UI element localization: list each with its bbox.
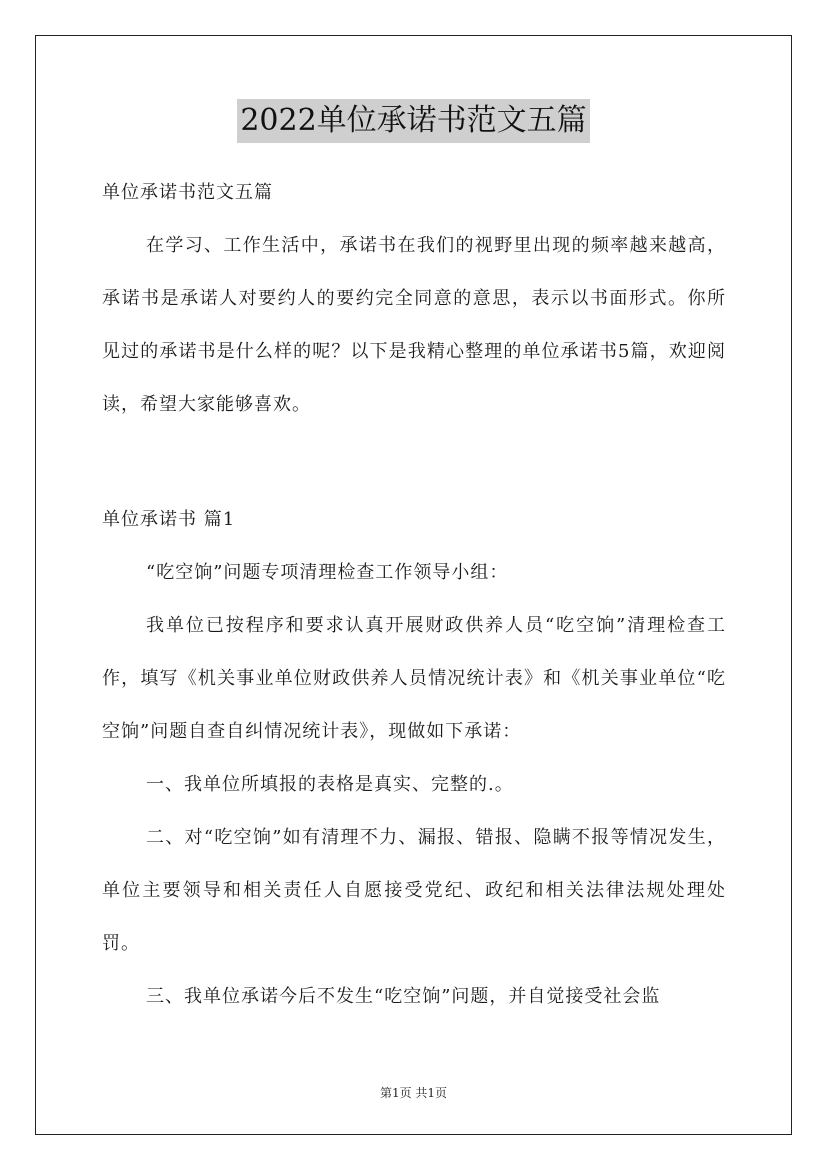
- title-block: [0, 99, 827, 143]
- commitment-paragraph: 我单位已按程序和要求认真开展财政供养人员“吃空饷”清理检查工作，填写《机关事业单位财政供养人员情况统计表》和《机关事业单位“吃空饷”问题自查自纠情况统计表》，现做如下承诺：: [102, 615, 726, 742]
- commitment-item-2: 二、对“吃空饷”如有清理不力、漏报、错报、隐瞒不报等情况发生，单位主要领导和相关责任人自愿接受党纪、政纪和相关法律法规处理处罚。: [102, 827, 726, 954]
- document-title: 2022单位承诺书范文五篇: [237, 99, 589, 143]
- commitment-item-1: 一、我单位所填报的表格是真实、完整的.。: [146, 774, 514, 795]
- intro-paragraph: 在学习、工作生活中，承诺书在我们的视野里出现的频率越来越高，承诺书是承诺人对要约人的要约完全同意的意思，表示以书面形式。你所见过的承诺书是什么样的呢？以下是我精心整理的单位承诺书5篇，欢迎阅读，希望大家能够喜欢。: [102, 235, 726, 415]
- page-number: 第1页 共1页: [379, 1086, 448, 1100]
- document-subtitle: 单位承诺书范文五篇: [102, 182, 273, 203]
- commitment-item-3: 三、我单位承诺今后不发生“吃空饷”问题，并自觉接受社会监: [146, 986, 661, 1007]
- salutation: “吃空饷”问题专项清理检查工作领导小组：: [146, 562, 509, 583]
- section-1: [102, 493, 726, 1023]
- section-1-heading: 单位承诺书 篇1: [102, 509, 236, 530]
- page-footer: [0, 1084, 827, 1101]
- document-body: [102, 166, 726, 431]
